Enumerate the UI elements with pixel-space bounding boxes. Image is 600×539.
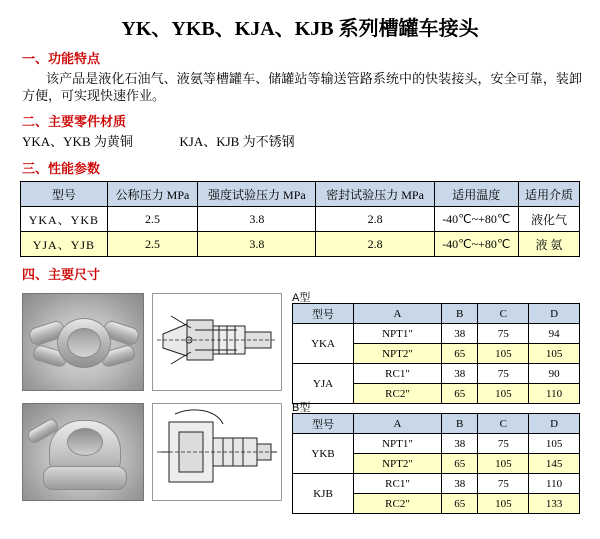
table-row <box>293 474 580 494</box>
table-row <box>293 364 580 384</box>
drawing-type-b-svg <box>153 404 281 500</box>
dimB-r3-c1: RC2" <box>354 494 442 514</box>
dimB-header-0: 型号 <box>293 414 354 434</box>
dimB-r0-c1: NPT1" <box>354 434 442 454</box>
dimA-r1-c4: 105 <box>529 344 580 364</box>
dimA-r1-c3: 105 <box>478 344 529 364</box>
photo-type-b-art <box>23 404 143 500</box>
dimB-r3-c3: 105 <box>478 494 529 514</box>
dimA-r0-c4: 94 <box>529 324 580 344</box>
dimA-r1-c1: NPT2" <box>354 344 442 364</box>
drawing-type-a-svg <box>153 294 281 390</box>
dimA-model-0: YKA <box>293 324 354 364</box>
dimB-r0-c4: 105 <box>529 434 580 454</box>
dimB-r3-c4: 133 <box>529 494 580 514</box>
material-left: YKA、YKB 为黄铜 <box>22 134 133 149</box>
photo-type-a-art <box>23 294 143 390</box>
spec-r1-c3: 2.8 <box>316 232 434 257</box>
dimA-header-4: D <box>529 304 580 324</box>
spec-r1-c0: YJA、YJB <box>21 232 108 257</box>
dimB-r2-c3: 75 <box>478 474 529 494</box>
photo-type-a <box>22 293 144 391</box>
dimB-r2-c2: 38 <box>441 474 477 494</box>
dimB-r0-c2: 38 <box>441 434 477 454</box>
page-title: YK、YKB、KJA、KJB 系列槽罐车接头 <box>121 18 479 40</box>
dimension-table-a <box>292 303 580 404</box>
section-heading-features: 一、功能特点 <box>22 51 101 66</box>
dimB-model-0: YKB <box>293 434 354 474</box>
dimA-model-1: YJA <box>293 364 354 404</box>
photo-type-b <box>22 403 144 501</box>
section-heading-material: 二、主要零件材质 <box>22 114 127 129</box>
material-line <box>22 133 582 151</box>
spec-r1-c5: 液 氨 <box>518 232 579 257</box>
dimA-header-3: C <box>478 304 529 324</box>
dimA-header-2: B <box>441 304 477 324</box>
dim-block-label-a: A型 <box>292 292 311 304</box>
dimB-model-1: KJB <box>293 474 354 514</box>
table-row <box>21 207 580 232</box>
table-header-row <box>21 182 580 207</box>
spec-r0-c3: 2.8 <box>316 207 434 232</box>
dimB-r0-c3: 75 <box>478 434 529 454</box>
spec-header-0: 型号 <box>21 182 108 207</box>
dimB-r1-c2: 65 <box>441 454 477 474</box>
dimA-r0-c1: NPT1" <box>354 324 442 344</box>
spec-header-2: 强度试验压力 MPa <box>198 182 316 207</box>
dimB-r1-c4: 145 <box>529 454 580 474</box>
spec-r1-c2: 3.8 <box>198 232 316 257</box>
drawing-type-a <box>152 293 282 391</box>
dimA-r3-c4: 110 <box>529 384 580 404</box>
drawing-type-b <box>152 403 282 501</box>
dim-block-label-b: B型 <box>292 402 311 414</box>
dimB-header-1: A <box>354 414 442 434</box>
dimB-r1-c3: 105 <box>478 454 529 474</box>
spec-header-5: 适用介质 <box>518 182 579 207</box>
table-row <box>21 232 580 257</box>
spec-r1-c1: 2.5 <box>107 232 198 257</box>
spec-r1-c4: -40℃~+80℃ <box>434 232 518 257</box>
dimA-r3-c1: RC2" <box>354 384 442 404</box>
dimB-header-3: C <box>478 414 529 434</box>
dimA-r2-c3: 75 <box>478 364 529 384</box>
spec-header-3: 密封试验压力 MPa <box>316 182 434 207</box>
dimB-r1-c1: NPT2" <box>354 454 442 474</box>
spec-r0-c1: 2.5 <box>107 207 198 232</box>
table-row <box>293 324 580 344</box>
dimB-r3-c2: 65 <box>441 494 477 514</box>
dimA-r2-c1: RC1" <box>354 364 442 384</box>
dimA-r0-c3: 75 <box>478 324 529 344</box>
dimB-r2-c4: 110 <box>529 474 580 494</box>
dimA-r1-c2: 65 <box>441 344 477 364</box>
dimA-header-1: A <box>354 304 442 324</box>
dimB-r2-c1: RC1" <box>354 474 442 494</box>
dimension-table-b <box>292 413 580 514</box>
spec-r0-c2: 3.8 <box>198 207 316 232</box>
dimA-r3-c3: 105 <box>478 384 529 404</box>
spec-header-1: 公称压力 MPa <box>107 182 198 207</box>
dimA-header-0: 型号 <box>293 304 354 324</box>
dimensions-area <box>0 289 600 539</box>
material-right: KJA、KJB 为不锈钢 <box>179 134 295 149</box>
spec-r0-c5: 液化气 <box>518 207 579 232</box>
table-header-row <box>293 304 580 324</box>
dimA-r0-c2: 38 <box>441 324 477 344</box>
dimA-r2-c4: 90 <box>529 364 580 384</box>
spec-r0-c4: -40℃~+80℃ <box>434 207 518 232</box>
section-heading-dimensions: 四、主要尺寸 <box>22 267 101 282</box>
dimB-header-2: B <box>441 414 477 434</box>
section-heading-performance: 三、性能参数 <box>22 161 101 176</box>
dimA-r3-c2: 65 <box>441 384 477 404</box>
spec-r0-c0: YKA、YKB <box>21 207 108 232</box>
table-header-row <box>293 414 580 434</box>
features-paragraph: 该产品是液化石油气、液氨等槽罐车、储罐站等输送管路系统中的快装接头，安全可靠，装卸方便，可实现快速作业。 <box>22 71 582 103</box>
dimA-r2-c2: 38 <box>441 364 477 384</box>
dimB-header-4: D <box>529 414 580 434</box>
performance-table <box>20 181 580 257</box>
spec-header-4: 适用温度 <box>434 182 518 207</box>
table-row <box>293 434 580 454</box>
